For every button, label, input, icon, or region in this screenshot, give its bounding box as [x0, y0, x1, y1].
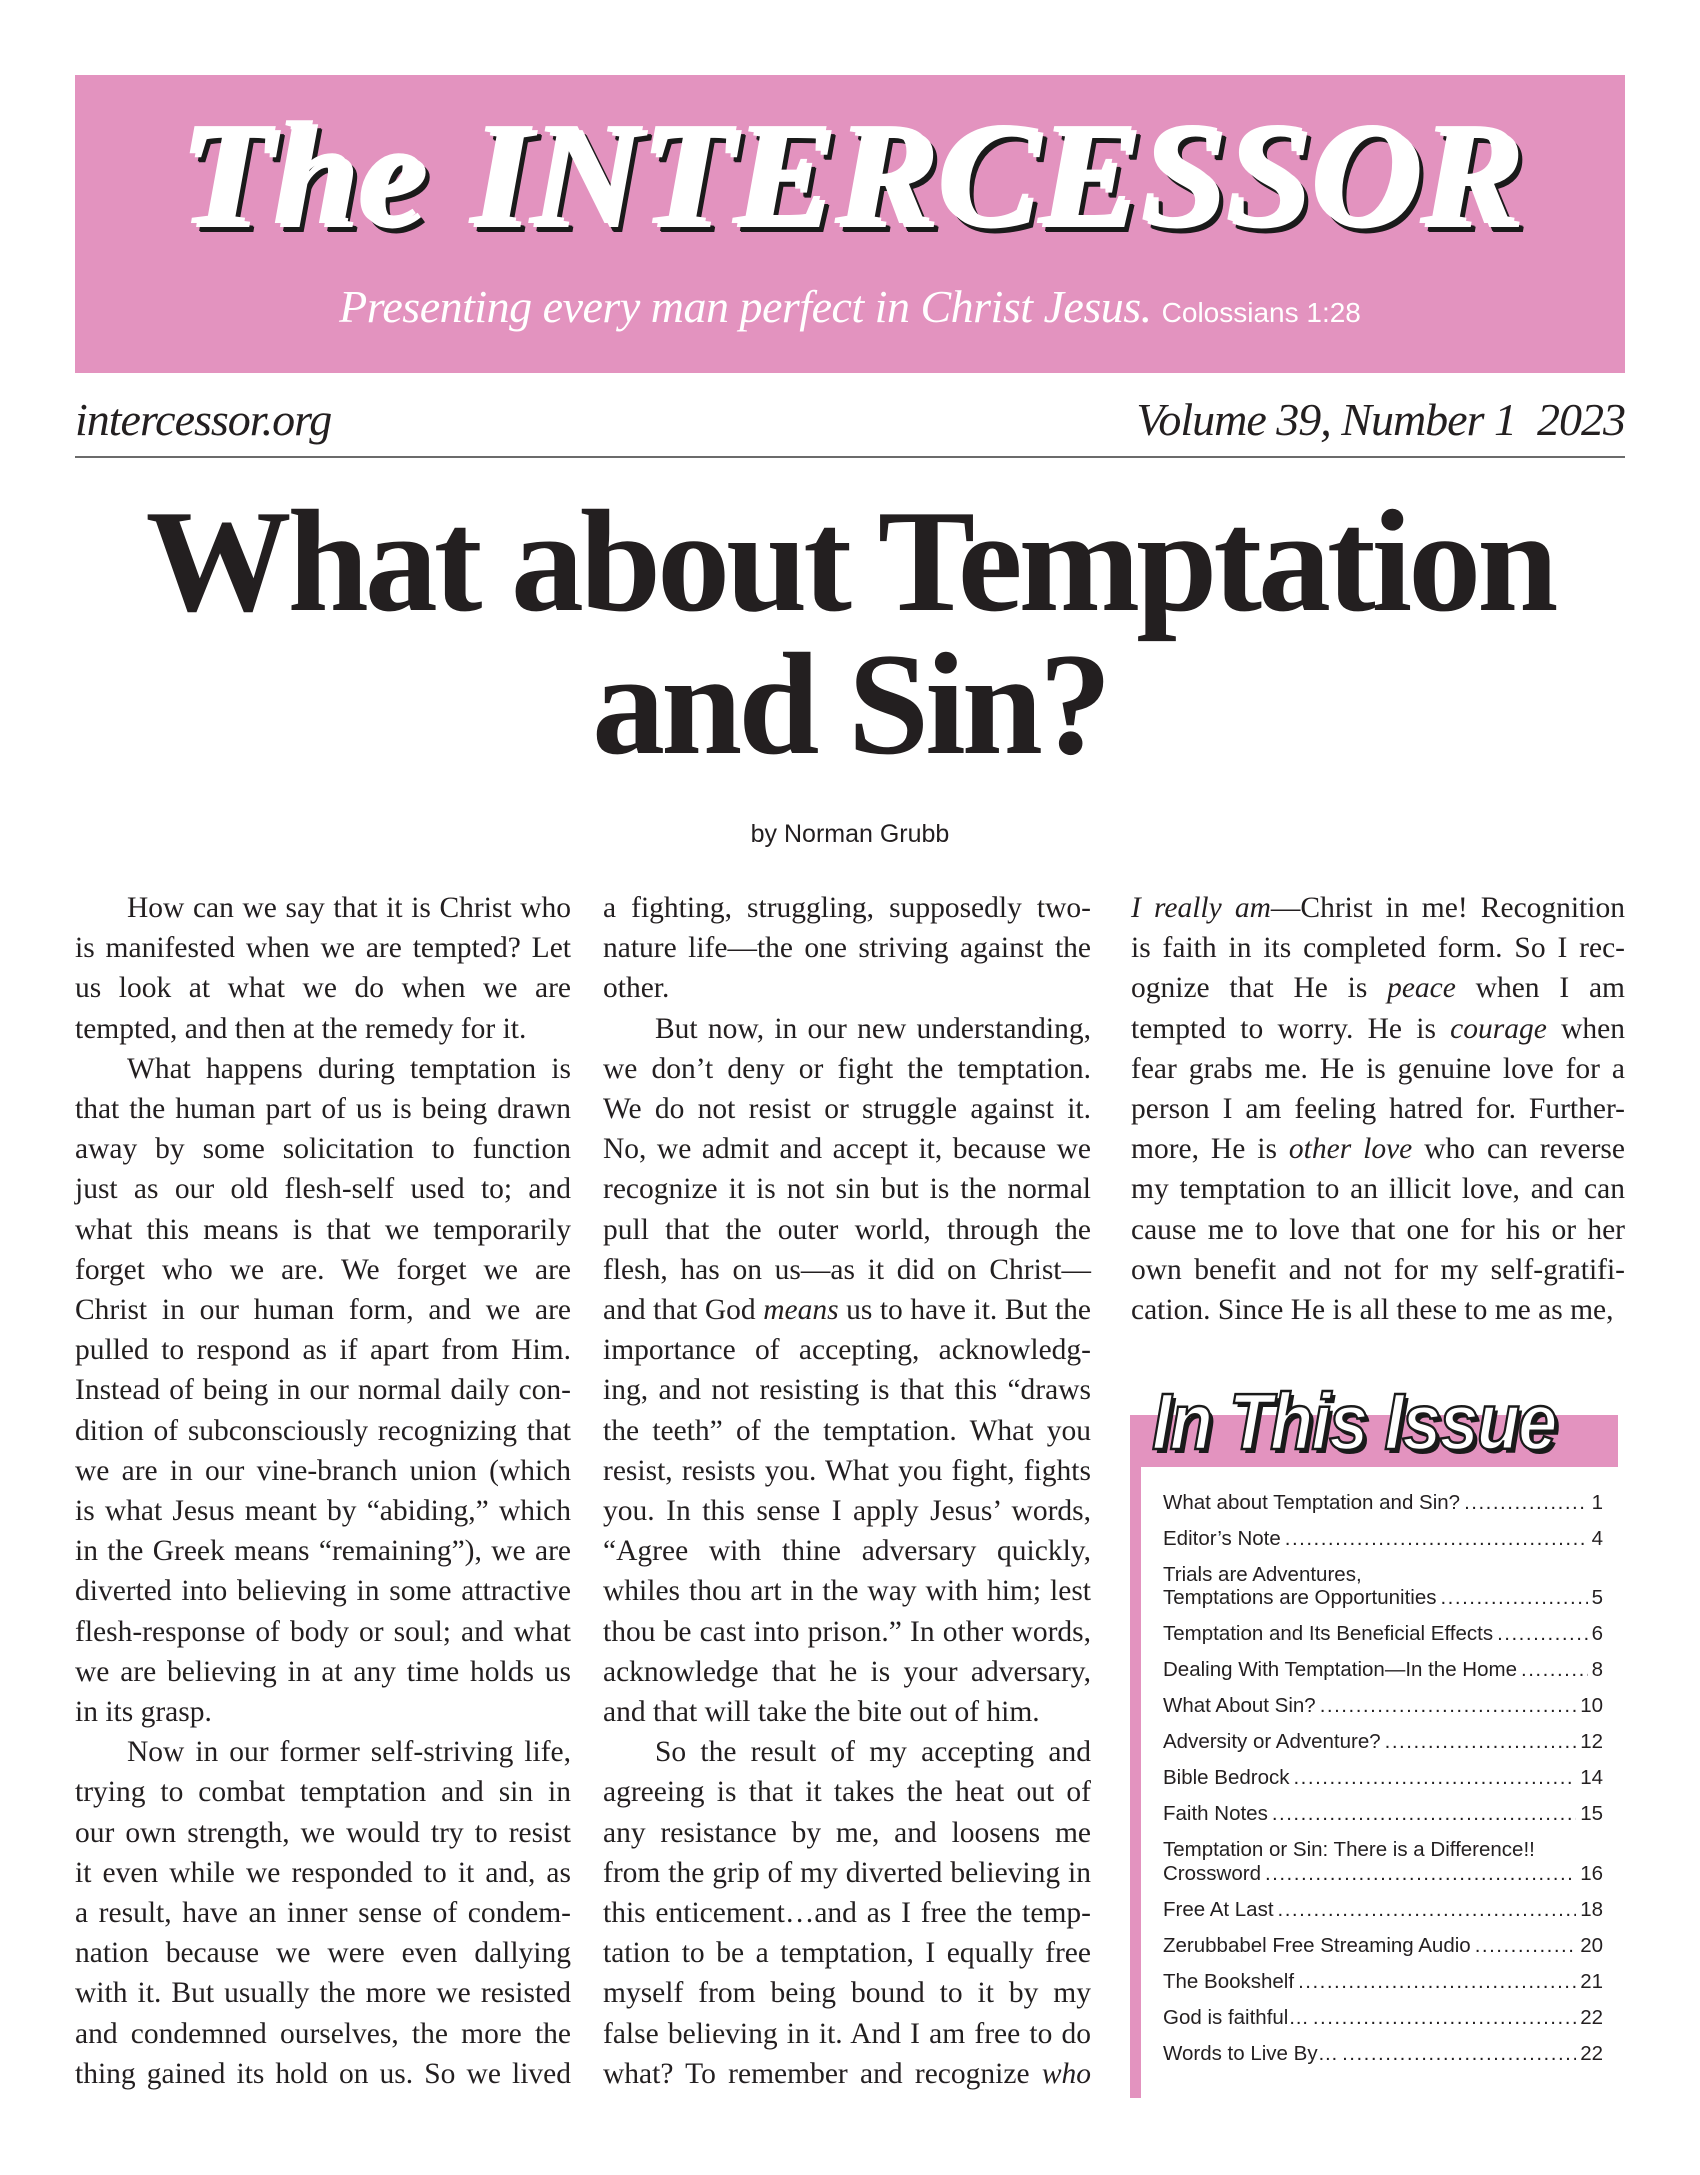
text-line: from the grip of my diverted believing in	[603, 1856, 1091, 1889]
byline: by Norman Grubb	[750, 820, 950, 848]
toc-item-row	[1163, 1898, 1603, 1921]
text-line: with it. But usually the more we resisted	[75, 1977, 571, 2010]
toc-item-row	[1163, 1694, 1603, 1717]
toc-item-row	[1163, 2042, 1603, 2065]
toc-item-page: 21	[1580, 1969, 1603, 1993]
text-line: any resistance by me, and loosens me	[603, 1816, 1091, 1849]
text-line: that the human part of us is being drawn	[75, 1093, 571, 1126]
text-line	[603, 2054, 1091, 2094]
toc-leader-dots	[1293, 1766, 1576, 1789]
toc-item[interactable]	[1163, 1527, 1603, 1550]
text-line: importance of accepting, acknowledg-	[603, 1334, 1091, 1367]
text-line: other.	[603, 972, 670, 1005]
scripture-reference: Colossians 1:28	[1161, 297, 1361, 328]
toc-item[interactable]	[1163, 1491, 1603, 1514]
toc-item-label: Free At Last	[1163, 1897, 1274, 1921]
toc-leader-dots	[1313, 2006, 1576, 2029]
toc-leader-dots	[1440, 1586, 1587, 1609]
text-line: it even while we responded to it and, as	[75, 1856, 571, 1889]
toc-item-page: 18	[1580, 1897, 1603, 1921]
article-title	[75, 480, 1625, 785]
header-divider	[75, 456, 1625, 458]
text-line	[603, 1290, 1091, 1330]
emphasis: who	[1041, 2057, 1091, 2090]
toc-item-label: Temptation and Its Beneficial Effects	[1163, 1622, 1494, 1646]
toc-item-page: 5	[1591, 1586, 1603, 1610]
article-column-2	[603, 888, 1091, 2094]
text-line: whiles thou art in the way with him; lest	[603, 1575, 1091, 1608]
text-line: nation because we were even dallying	[75, 1937, 571, 1970]
text-line: you. In this sense I apply Jesus’ words,	[603, 1495, 1091, 1528]
text-line: our own strength, we would try to resist	[75, 1816, 571, 1849]
toc-item[interactable]	[1163, 1934, 1603, 1957]
toc-item[interactable]	[1163, 1970, 1603, 1993]
toc-item-row	[1163, 1934, 1603, 1957]
toc-heading: In This Issue	[1152, 1377, 1556, 1466]
toc-side-bar	[1130, 1415, 1141, 2098]
toc-item-label: What About Sin?	[1163, 1694, 1316, 1718]
toc-item[interactable]	[1163, 1838, 1603, 1885]
toc-item[interactable]	[1163, 1694, 1603, 1717]
toc-item-row	[1163, 1586, 1603, 1609]
toc-leader-dots	[1385, 1730, 1577, 1753]
text-line: false believing in it. And I am free to do	[603, 2017, 1091, 2050]
toc-item-page: 14	[1580, 1766, 1603, 1790]
text-line: Now in our former self-striving life,	[127, 1736, 571, 1769]
toc-item-label: Crossword	[1163, 1861, 1261, 1885]
text-line: the teeth” of the temptation. What you	[603, 1414, 1091, 1447]
text-line: tempted, and then at the remedy for it.	[75, 1012, 527, 1045]
text-line: How can we say that it is Christ who	[127, 892, 571, 924]
emphasis: other love	[1288, 1133, 1413, 1166]
toc-item-row	[1163, 1658, 1603, 1681]
toc-item-label: The Bookshelf	[1163, 1969, 1295, 1993]
toc-item[interactable]	[1163, 1898, 1603, 1921]
toc-item-page: 8	[1591, 1658, 1603, 1682]
toc-leader-dots	[1285, 1527, 1588, 1550]
toc-leader-dots	[1464, 1491, 1588, 1514]
toc-item-page: 10	[1580, 1694, 1603, 1718]
toc-item[interactable]	[1163, 1622, 1603, 1645]
text-line: Christ in our human form, and we are	[75, 1294, 571, 1327]
toc-item-page: 6	[1591, 1622, 1603, 1646]
text-line: own benefit and not for my self-gratifi-	[1131, 1253, 1625, 1286]
text-line: is manifested when we are tempted? Let	[75, 932, 571, 965]
toc-item-row	[1163, 1730, 1603, 1753]
toc-item-row	[1163, 1766, 1603, 1789]
emphasis: peace	[1387, 972, 1456, 1005]
article-column-3	[1131, 888, 1625, 1330]
text-line: flesh, has on us—as it did on Christ—	[603, 1253, 1091, 1286]
motto: Presenting every man perfect in Christ Jesus.	[339, 281, 1152, 332]
text-line: what this means is that we temporarily	[75, 1213, 571, 1246]
text-line: thing gained its hold on us. So we lived	[75, 2057, 571, 2090]
text-line: we don’t deny or fight the temptation.	[603, 1052, 1091, 1085]
text-run: us to have it. But the	[838, 1294, 1092, 1327]
text-line: But now, in our new understanding,	[655, 1012, 1091, 1045]
toc-item-label: What about Temptation and Sin?	[1163, 1491, 1461, 1514]
website-link[interactable]: intercessor.org	[75, 394, 332, 445]
toc-leader-dots	[1521, 1658, 1588, 1681]
article-column-1	[75, 888, 571, 2094]
text-run: when	[1546, 1012, 1625, 1045]
toc-item-label: Words to Live By…	[1163, 2041, 1339, 2065]
toc-item-label: Faith Notes	[1163, 1802, 1268, 1826]
toc-item-row	[1163, 1802, 1603, 1825]
toc-item-label: Dealing With Temptation—In the Home	[1163, 1658, 1517, 1682]
text-line: forget who we are. We forget we are	[75, 1253, 571, 1286]
text-line: my temptation to an illicit love, and can	[1131, 1173, 1625, 1206]
text-line: resist, resists you. What you fight, fights	[603, 1454, 1091, 1487]
issue-info-bar	[75, 392, 1625, 452]
toc-leader-dots	[1265, 1862, 1576, 1885]
volume-number: Volume 39, Number 1 2023	[1136, 394, 1625, 445]
text-line: we are in our vine-branch union (which	[75, 1454, 571, 1487]
text-run: tempted to worry. He is	[1131, 1012, 1451, 1045]
text-line: So the result of my accepting and	[655, 1736, 1091, 1769]
toc-item[interactable]	[1163, 1658, 1603, 1681]
text-run: what? To remember and recognize	[603, 2057, 1042, 2090]
text-run: ognize that He is	[1131, 972, 1388, 1005]
toc-item[interactable]	[1163, 2042, 1603, 2065]
toc-item-row	[1163, 1622, 1603, 1645]
toc-item-label-line-1: Trials are Adventures,	[1163, 1563, 1362, 1586]
text-line: away by some solicitation to function	[75, 1133, 571, 1166]
toc-leader-dots	[1278, 1898, 1577, 1921]
text-line: recognize it is not sin but is the normal	[603, 1173, 1091, 1206]
text-line: fear grabs me. He is genuine love for a	[1131, 1052, 1625, 1085]
text-line: cation. Since He is all these to me as me,	[1131, 1294, 1614, 1327]
toc-item-page: 12	[1580, 1730, 1603, 1754]
toc-item-label-line-1: Temptation or Sin: There is a Difference!!	[1163, 1838, 1535, 1862]
masthead-tagline	[75, 280, 1625, 333]
toc-item[interactable]	[1163, 1802, 1603, 1825]
toc-leader-dots	[1497, 1622, 1588, 1645]
text-line: myself from being bound to it by my	[603, 1977, 1091, 2010]
text-line: flesh-response of body or soul; and what	[75, 1615, 571, 1648]
text-run: and that God	[603, 1294, 764, 1327]
toc-item-page: 16	[1580, 1861, 1603, 1885]
text-line: diverted into believing in some attractive	[75, 1575, 571, 1608]
masthead-the: The	[178, 92, 425, 256]
toc-item-page: 15	[1580, 1802, 1603, 1826]
toc-item-label: Bible Bedrock	[1163, 1766, 1290, 1790]
masthead-title	[60, 89, 1641, 259]
toc-item[interactable]	[1163, 1730, 1603, 1753]
toc-item-label: God is faithful…	[1163, 2005, 1309, 2029]
toc-leader-dots	[1342, 2042, 1576, 2065]
toc-item[interactable]	[1163, 1563, 1603, 1610]
text-line	[1131, 888, 1625, 928]
toc-item-page: 1	[1591, 1491, 1603, 1514]
text-line: person I am feeling hatred for. Further-	[1131, 1093, 1625, 1126]
text-line: cause me to love that one for his or her	[1131, 1213, 1625, 1246]
text-line: acknowledge that he is your adversary,	[603, 1655, 1091, 1688]
article-title-line-2: and Sin?	[592, 623, 1108, 785]
emphasis: I really am	[1131, 892, 1271, 924]
masthead-name: INTERCESSOR	[469, 92, 1522, 256]
text-line: We do not resist or struggle against it.	[603, 1093, 1091, 1126]
toc-item[interactable]	[1163, 1766, 1603, 1789]
toc-item-row	[1163, 1970, 1603, 1993]
text-line: in the Greek means “remaining”), we are	[75, 1535, 571, 1568]
text-line: pull that the outer world, through the	[603, 1213, 1091, 1246]
text-line: What happens during temptation is	[127, 1052, 571, 1085]
emphasis: courage	[1450, 1012, 1547, 1045]
text-line: nature life—the one striving against the	[603, 932, 1091, 965]
text-run: who can reverse	[1412, 1133, 1626, 1166]
toc-list	[1163, 1491, 1603, 2078]
toc-item-page: 22	[1580, 2005, 1603, 2029]
text-line	[1131, 1009, 1625, 1049]
text-line: and condemned ourselves, the more the	[75, 2017, 571, 2050]
text-line	[1131, 1129, 1625, 1169]
text-line: in its grasp.	[75, 1696, 212, 1729]
toc-item-label: Adversity or Adventure?	[1163, 1730, 1381, 1754]
toc-item-row	[1163, 2006, 1603, 2029]
toc-item-row	[1163, 1862, 1603, 1885]
text-line: “Agree with thine adversary quickly,	[603, 1535, 1091, 1568]
text-line: is faith in its completed form. So I rec-	[1131, 932, 1625, 965]
emphasis: means	[763, 1294, 839, 1327]
text-line: a fighting, struggling, supposedly two-	[603, 892, 1091, 924]
text-line: just as our old flesh-self used to; and	[75, 1173, 571, 1206]
toc-leader-dots	[1475, 1934, 1577, 1957]
text-line: we are believing in at any time holds us	[75, 1655, 571, 1688]
toc-item-page: 22	[1580, 2041, 1603, 2065]
text-run: —Christ in me! Recognition	[1270, 892, 1625, 924]
text-line: dition of subconsciously recognizing that	[75, 1414, 571, 1447]
toc-leader-dots	[1272, 1802, 1576, 1825]
text-line: and that will take the bite out of him.	[603, 1696, 1040, 1729]
text-line: agreeing is that it takes the heat out of	[603, 1776, 1091, 1809]
toc-item-label: Editor’s Note	[1163, 1527, 1281, 1550]
text-line: Instead of being in our normal daily con-	[75, 1374, 571, 1407]
text-run: more, He is	[1131, 1133, 1289, 1166]
toc-item-page: 4	[1591, 1527, 1603, 1550]
text-run: when I am	[1455, 972, 1625, 1005]
text-line: trying to combat temptation and sin in	[75, 1776, 571, 1809]
text-line: ing, and not resisting is that this “draws	[603, 1374, 1091, 1407]
text-line: No, we admit and accept it, because we	[603, 1133, 1091, 1166]
toc-item-label: Temptations are Opportunities	[1163, 1586, 1437, 1610]
masthead-banner	[75, 75, 1625, 373]
toc-item-label: Zerubbabel Free Streaming Audio	[1163, 1933, 1471, 1957]
toc-leader-dots	[1298, 1970, 1576, 1993]
toc-item-row	[1163, 1527, 1603, 1550]
text-line: pulled to respond as if apart from Him.	[75, 1334, 571, 1367]
toc-item[interactable]	[1163, 2006, 1603, 2029]
toc-item-row	[1163, 1491, 1603, 1514]
text-line: is what Jesus meant by “abiding,” which	[75, 1495, 571, 1528]
toc-leader-dots	[1320, 1694, 1576, 1717]
toc-item-page: 20	[1580, 1933, 1603, 1957]
text-line	[1131, 968, 1625, 1008]
article-title-line-1: What about Temptation	[145, 480, 1555, 642]
in-this-issue-box	[1130, 1377, 1618, 2098]
text-line: a result, have an inner sense of condem-	[75, 1897, 571, 1930]
text-line: this enticement…and as I free the temp-	[603, 1897, 1091, 1930]
text-line: tation to be a temptation, I equally free	[603, 1937, 1091, 1970]
text-line: us look at what we do when we are	[75, 972, 571, 1005]
text-line: thou be cast into prison.” In other words,	[603, 1615, 1091, 1648]
